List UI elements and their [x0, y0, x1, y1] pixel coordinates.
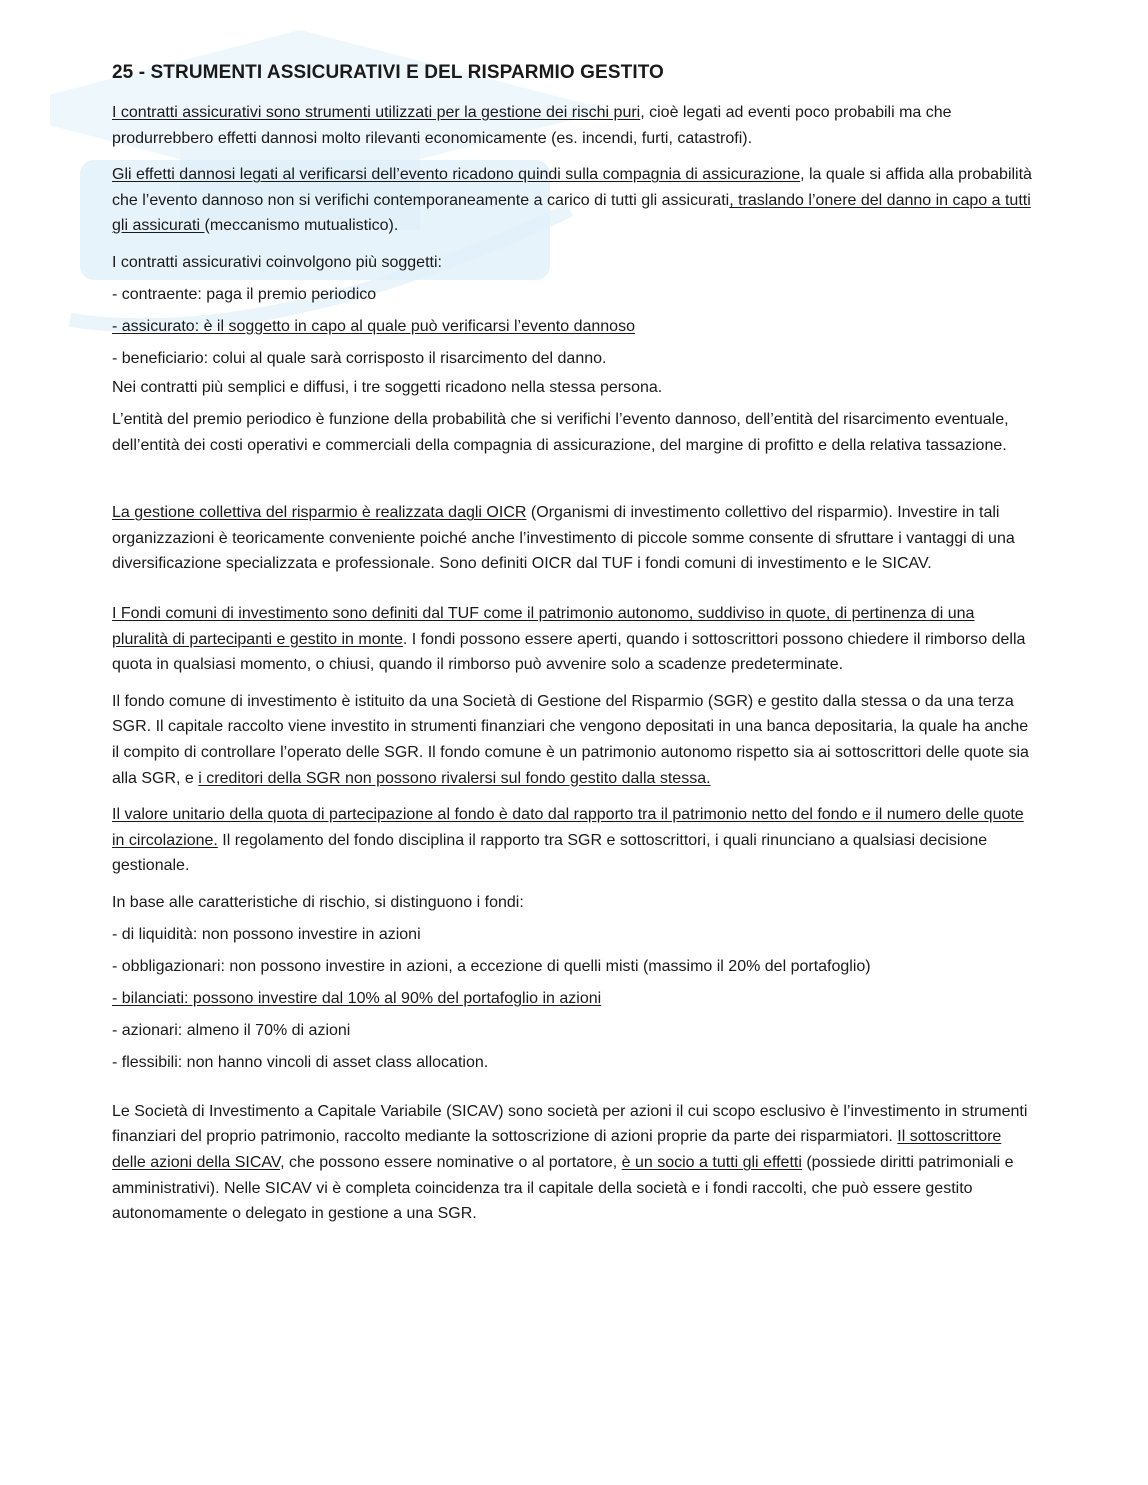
- list-item-contraente: - contraente: paga il premio periodico: [112, 285, 377, 303]
- list-item-flessibili: - flessibili: non hanno vincoli di asset class allocation.: [112, 1053, 489, 1071]
- paragraph-valore-quota: Il valore unitario della quota di partecipazione al fondo è dato dal rapporto tra il patrimonio netto del fondo e il numero delle quote in circolazione. Il regolamento del fondo disciplina il rapporto tra SGR e sottoscrittori, i quali rinunciano a qualsiasi decisione gestionale.: [112, 806, 1024, 875]
- paragraph-entita-premio: L’entità del premio periodico è funzione della probabilità che si verifichi l’evento dannoso, dell’entità del risarcimento eventuale, dell’entità dei costi operativi e commerciali della compagnia di assicurazione, del margine di profitto e della relativa tassazione.: [112, 410, 1009, 454]
- soggetti-nota: Nei contratti più semplici e diffusi, i tre soggetti ricadono nella stessa persona.: [112, 378, 663, 396]
- list-item-azionari: - azionari: almeno il 70% di azioni: [112, 1021, 351, 1039]
- list-item-bilanciati: - bilanciati: possono investire dal 10% al 90% del portafoglio in azioni: [112, 989, 602, 1007]
- document-page: [112, 62, 1032, 1238]
- document-title: 25 - STRUMENTI ASSICURATIVI E DEL RISPARMIO GESTITO: [112, 62, 664, 83]
- fondi-intro: In base alle caratteristiche di rischio, si distinguono i fondi:: [112, 893, 524, 911]
- paragraph-fondi-comuni: I Fondi comuni di investimento sono definiti dal TUF come il patrimonio autonomo, suddiviso in quote, di pertinenza di una pluralità di partecipanti e gestito in monte. I fondi possono essere aperti, quando i sottoscrittori possono chiedere il rimborso della quota in qualsiasi momento, o chiusi, quando il rimborso può avvenire solo a scadenze predeterminate.: [112, 604, 1026, 674]
- list-item-liquidita: - di liquidità: non possono investire in azioni: [112, 925, 421, 943]
- list-item-assicurato: - assicurato: è il soggetto in capo al quale può verificarsi l’evento dannoso: [112, 317, 635, 335]
- paragraph-effetti-dannosi: Gli effetti dannosi legati al verificarsi dell’evento ricadono quindi sulla compagnia di assicurazione, la quale si affida alla probabilità che l’evento dannoso non si verifichi contemporaneamente a carico di tutti gli assicurati, traslando l’onere del danno in capo a tutti gli assicurati (meccanismo mutualistico).: [112, 166, 1032, 235]
- paragraph-contratti-assicurativi: I contratti assicurativi sono strumenti utilizzati per la gestione dei rischi puri, cioè legati ad eventi poco probabili ma che produrrebbero effetti dannosi molto rilevanti economicamente (es. incendi, furti, catastrofi).: [112, 104, 952, 147]
- list-item-beneficiario: - beneficiario: colui al quale sarà corrisposto il risarcimento del danno.: [112, 349, 607, 367]
- paragraph-sicav: Le Società di Investimento a Capitale Variabile (SICAV) sono società per azioni il cui scopo esclusivo è l’investimento in strumenti finanziari del proprio patrimonio, raccolto mediante la sottoscrizione di azioni proprie da parte dei risparmiatori. Il sottoscrittore delle azioni della SICAV, che possono essere nominative o al portatore, è un socio a tutti gli effetti (possiede diritti patrimoniali e amministrativi). Nelle SICAV vi è completa coincidenza tra il capitale della società e i fondi raccolti, che può essere gestito autonomamente o delegato in gestione a una SGR.: [112, 1102, 1028, 1223]
- paragraph-gestione-collettiva: La gestione collettiva del risparmio è realizzata dagli OICR (Organismi di investimento collettivo del risparmio). Investire in tali organizzazioni è teoricamente conveniente poiché anche l’investimento di piccole somme consente di sfruttare i vantaggi di una diversificazione specializzata e professionale. Sono definiti OICR dal TUF i fondi comuni di investimento e le SICAV.: [112, 504, 1015, 573]
- soggetti-intro: I contratti assicurativi coinvolgono più soggetti:: [112, 253, 442, 271]
- paragraph-fondo-istituito: Il fondo comune di investimento è istituito da una Società di Gestione del Risparmio (SGR) e gestito dalla stessa o da una terza SGR. Il capitale raccolto viene investito in strumenti finanziari che vengono depositati in una banca depositaria, la quale ha anche il compito di controllare l’operato delle SGR. Il fondo comune è un patrimonio autonomo rispetto sia ai sottoscrittori delle quote sia alla SGR, e i creditori della SGR non possono rivalersi sul fondo gestito dalla stessa.: [112, 692, 1029, 787]
- list-item-obbligazionari: - obbligazionari: non possono investire in azioni, a eccezione di quelli misti (massimo il 20% del portafoglio): [112, 957, 871, 975]
